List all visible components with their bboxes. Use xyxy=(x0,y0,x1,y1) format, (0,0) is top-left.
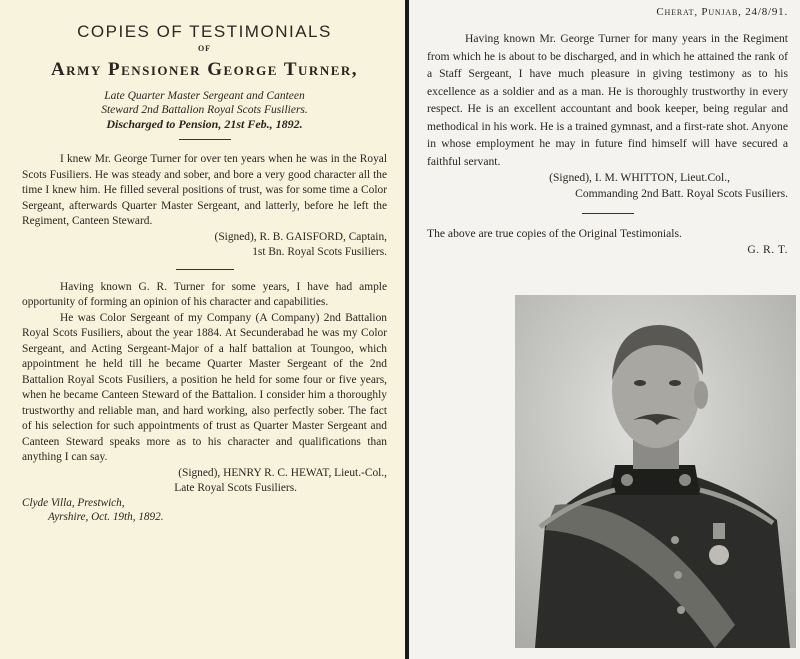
testimonial-2-place: Clyde Villa, Prestwich, xyxy=(22,496,125,509)
testimonial-3-signature: (Signed), I. M. WHITTON, Lieut.Col., xyxy=(549,171,730,184)
divider xyxy=(179,139,231,140)
testimonial-1-unit: 1st Bn. Royal Scots Fusiliers. xyxy=(252,245,387,258)
subtitle-line-1: Late Quarter Master Sergeant and Canteen xyxy=(104,90,305,102)
testimonial-3-body: Having known Mr. George Turner for many years in the Regiment from which he is about to be discharged, and in which he attained the rank of a Staff Sergeant, I have much pleasure in giving testimony as to his excellence as a soldier and as a man. He is thoroughly trustworthy in every respect. He is an excellent accountant and book keeper, being regular and methodical in his work. He is a trained gymnast, and a first-rate shot. Anyone in whose employment he may in future find himself will have secured a faithful servant. xyxy=(427,32,788,168)
testimonial-2-date: Ayrshire, Oct. 19th, 1892. xyxy=(48,510,164,523)
testimonial-1-signature: (Signed), R. B. GAISFORD, Captain, xyxy=(214,230,387,243)
true-copies-note: The above are true copies of the Original Testimonials. xyxy=(427,227,682,240)
initials: G. R. T. xyxy=(747,242,788,256)
divider xyxy=(582,213,634,214)
dateline: Cherat, Punjab, 24/8/91. xyxy=(656,6,788,18)
portrait-photo xyxy=(515,295,796,648)
testimonial-1-body: I knew Mr. George Turner for over ten years when he was in the Royal Scots Fusiliers. He was steady and sober, and bore a very good character all the time I knew him. He filled several positions of trust, was for some time a Color Sergeant, afterwards Quarter Master Sergeant, and latterly, before he left the Regiment, Canteen Steward. xyxy=(22,153,387,227)
title-of: OF xyxy=(197,44,212,53)
soldier-portrait-image xyxy=(515,295,796,648)
subtitle-line-3: Discharged to Pension, 21st Feb., 1892. xyxy=(106,117,303,131)
document-title: COPIES OF TESTIMONIALS xyxy=(77,22,332,41)
testimonial-2-unit: Late Royal Scots Fusiliers. xyxy=(174,481,297,494)
testimonial-2-signature: (Signed), HENRY R. C. HEWAT, Lieut.-Col., xyxy=(178,466,387,479)
subtitle-line-2: Steward 2nd Battalion Royal Scots Fusiliers. xyxy=(101,104,308,116)
divider xyxy=(176,269,234,270)
testimonial-2-para-1: Having known G. R. Turner for some years, I have had ample opportunity of forming an opinion of his character and capabilities. xyxy=(22,280,387,308)
testimonial-2-para-2: He was Color Sergeant of my Company (A Company) 2nd Battalion Royal Scots Fusiliers, about the year 1884. At Secunderabad he was my Color Sergeant, and Acting Sergeant-Major of a half battalion at Toungoo, which appointment he held till he became Quarter Master Sergeant of the 2nd Battalion Royal Scots Fusiliers, a position he held for some four or five years, when he became Canteen Steward of the Battalion. I consider him a thoroughly trustworthy and reliable man, and hard working, also perfectly sober. The fact of his selection for such appointments of trust as Quarter Master Sergeant and Canteen Steward speaks more as to his character and qualifications than anything I can say. xyxy=(22,311,387,463)
pensioner-name: Army Pensioner George Turner, xyxy=(50,59,359,80)
testimonial-3-unit: Commanding 2nd Batt. Royal Scots Fusiliers. xyxy=(575,187,788,200)
